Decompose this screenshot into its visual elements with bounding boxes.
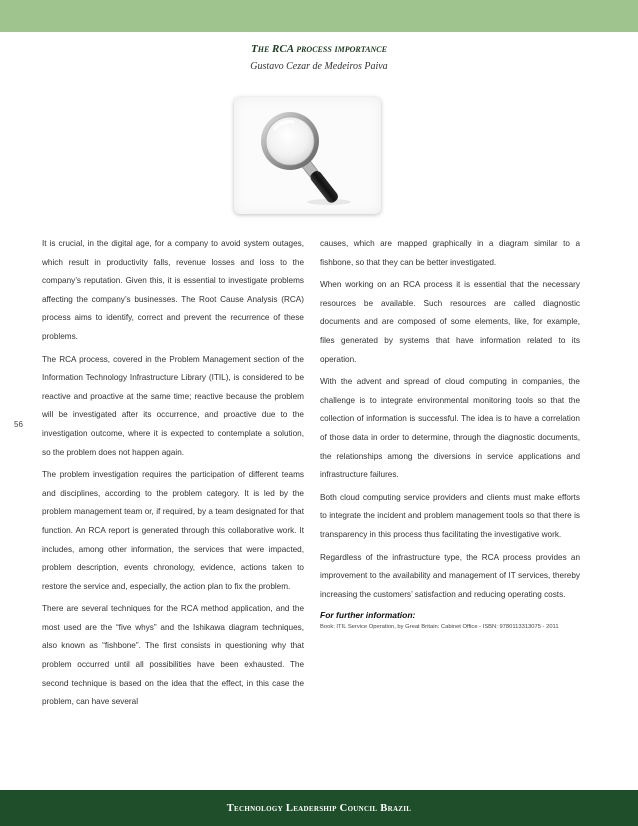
paragraph: There are several techniques for the RCA method application, and the most used are the “five whys” and the Ishikawa diagram techniques, also known as “fishbone”. The first consists in questioning why that problem occurred until all possibilities have been exhausted. The second technique is based on the idea that the effect, in this case the problem, can have several xyxy=(42,604,304,707)
paragraph: Regardless of the infrastructure type, the RCA process provides an improvement to the availability and management of IT services, thereby increasing the customers’ satisfaction and reducing operating costs. xyxy=(320,552,580,599)
article-author: Gustavo Cezar de Medeiros Paiva xyxy=(250,61,388,72)
paragraph: The RCA process, covered in the Problem Management section of the Information Technology Infrastructure Library (ITIL), is considered to be reactive and proactive at the same time; reactive because the problem will be investigated after its occurrence, and proactive due to the investigation outcome, where it is expected to contemplate a solution, so the problem does not happen again. xyxy=(42,354,304,457)
footer-band xyxy=(0,790,638,826)
paragraph: When working on an RCA process it is essential that the necessary resources be available. Such resources are called diagnostic documents and are composed of some elements, like, for example, files generated by systems that have information related to its operation. xyxy=(320,280,580,364)
page-number: 56 xyxy=(14,420,23,429)
paragraph: With the advent and spread of cloud computing in companies, the challenge is to integrate environmental monitoring tools so that the collection of information is successful. The idea is to have a correlation of those data in order to determine, through the diagnostic documents, the relationships among the diversions in service applications and infrastructure failures. xyxy=(320,377,580,480)
paragraph: causes, which are mapped graphically in a diagram similar to a fishbone, so that they can be better investigated. xyxy=(320,239,580,267)
magnifying-glass-icon xyxy=(234,97,381,214)
book-reference: Book: ITIL Service Operation, by Great Britain: Cabinet Office - ISBN: 9780113313075 - 2011 xyxy=(320,624,559,631)
article-title: The RCA process importance xyxy=(251,43,387,55)
paragraph: The problem investigation requires the participation of different teams and disciplines, according to the problem category. It is led by the problem management team or, if required, by a team designated for that function. An RCA report is generated through this collaborative work. It includes, among other information, the services that were impacted, problem description, events chronology, evidence, actions taken to restore the service and, especially, the action plan to fix the problem. xyxy=(42,470,304,591)
top-color-band xyxy=(0,0,638,32)
footer-title: Technology Leadership Council Brazil xyxy=(226,802,412,814)
paragraph: It is crucial, in the digital age, for a company to avoid system outages, which result in productivity falls, revenue losses and loss to the company’s reputation. Given this, it is essential to investigate problems affecting the company’s businesses. The Root Cause Analysis (RCA) process aims to identify, correct and prevent the recurrence of these problems. xyxy=(42,239,304,341)
article-illustration xyxy=(234,97,381,214)
left-text-column xyxy=(42,235,304,716)
paragraph: Both cloud computing service providers and clients must make efforts to integrate the incident and problem management tools so that there is transparency in this process thus facilitating the investigative work. xyxy=(320,492,580,539)
further-info-heading: For further information: xyxy=(320,610,416,621)
right-text-column xyxy=(320,235,580,632)
